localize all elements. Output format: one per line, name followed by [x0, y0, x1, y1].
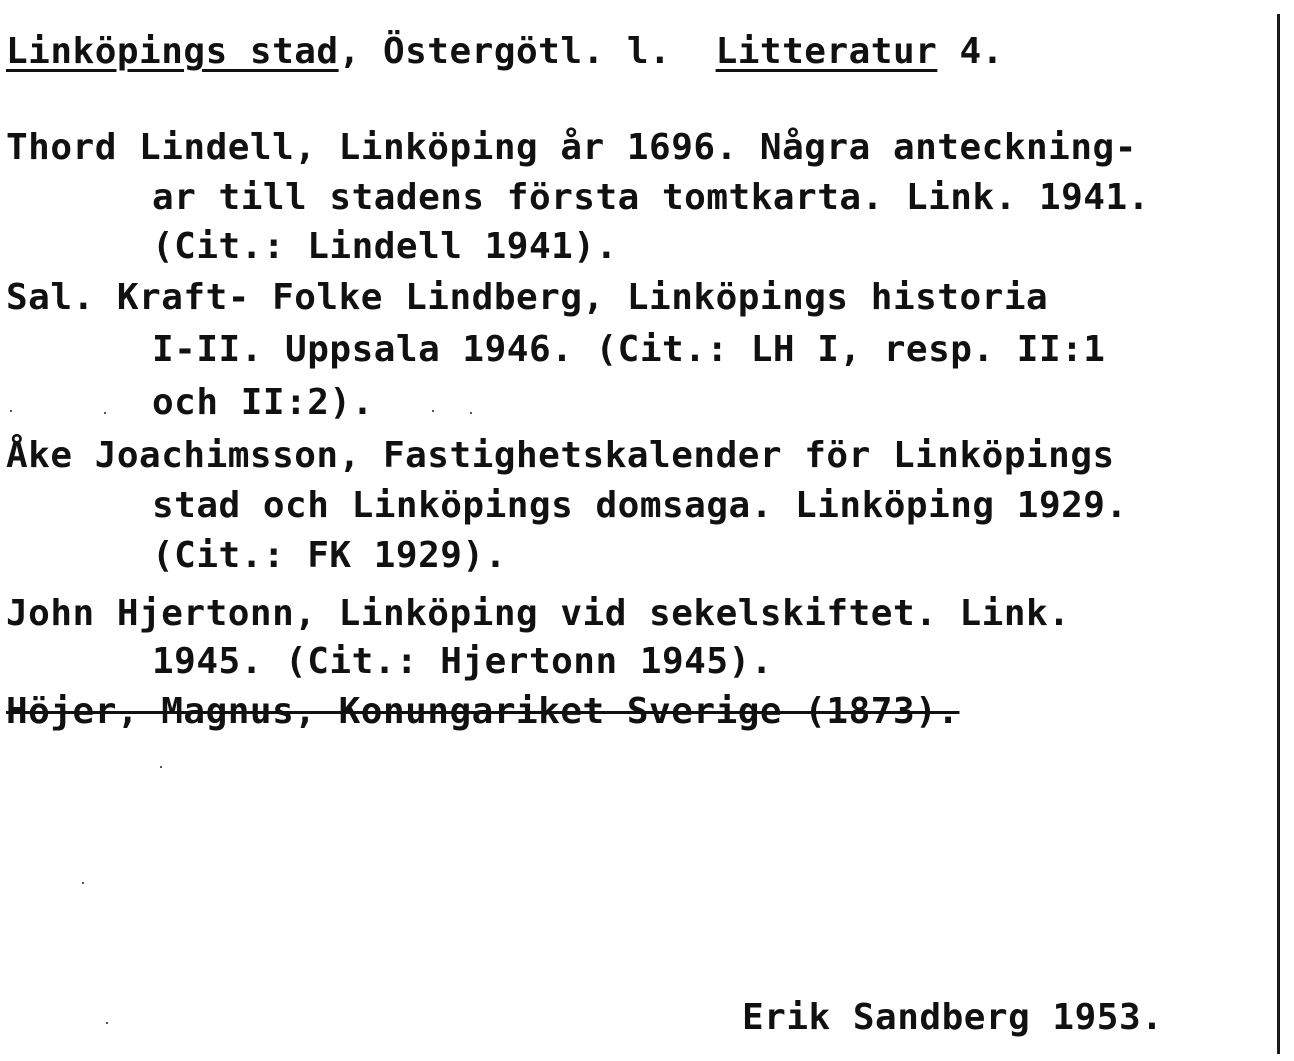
header-number: 4.	[937, 31, 1004, 72]
entry-4-line-1: John Hjertonn, Linköping vid sekelskiftet. Link.	[6, 593, 1071, 634]
entry-2-line-3: och II:2).	[152, 382, 374, 423]
entry-1-line-2: ar till stadens första tomtkarta. Link. 1941.	[152, 177, 1150, 218]
entry-2-line-2: I-II. Uppsala 1946. (Cit.: LH I, resp. II:1	[152, 329, 1106, 370]
card-header	[6, 31, 1004, 72]
card-edge-line	[1277, 14, 1280, 1054]
entry-3-line-3: (Cit.: FK 1929).	[152, 535, 507, 576]
header-place: Linköpings stad	[6, 31, 339, 72]
scan-speck	[432, 410, 434, 412]
struck-entry: Höjer, Magnus, Konungariket Sverige (1873).	[6, 691, 960, 732]
header-region: , Östergötl. l.	[338, 31, 672, 72]
scan-speck	[82, 882, 84, 884]
scan-speck	[160, 766, 162, 768]
entry-4-line-2: 1945. (Cit.: Hjertonn 1945).	[152, 641, 773, 682]
entry-3-line-1: Åke Joachimsson, Fastighetskalender för Linköpings	[6, 435, 1115, 476]
entry-1-line-1: Thord Lindell, Linköping år 1696. Några anteckning-	[6, 127, 1137, 168]
entry-2-line-1: Sal. Kraft- Folke Lindberg, Linköpings historia	[6, 277, 1049, 318]
entry-3-line-2: stad och Linköpings domsaga. Linköping 1929.	[152, 485, 1128, 526]
scan-speck	[106, 1022, 108, 1024]
signature: Erik Sandberg 1953.	[742, 997, 1164, 1038]
header-category: Litteratur	[715, 31, 938, 72]
scan-speck	[10, 410, 12, 412]
scan-speck	[104, 412, 106, 414]
scan-speck	[470, 412, 472, 414]
entry-1-line-3: (Cit.: Lindell 1941).	[152, 226, 618, 267]
